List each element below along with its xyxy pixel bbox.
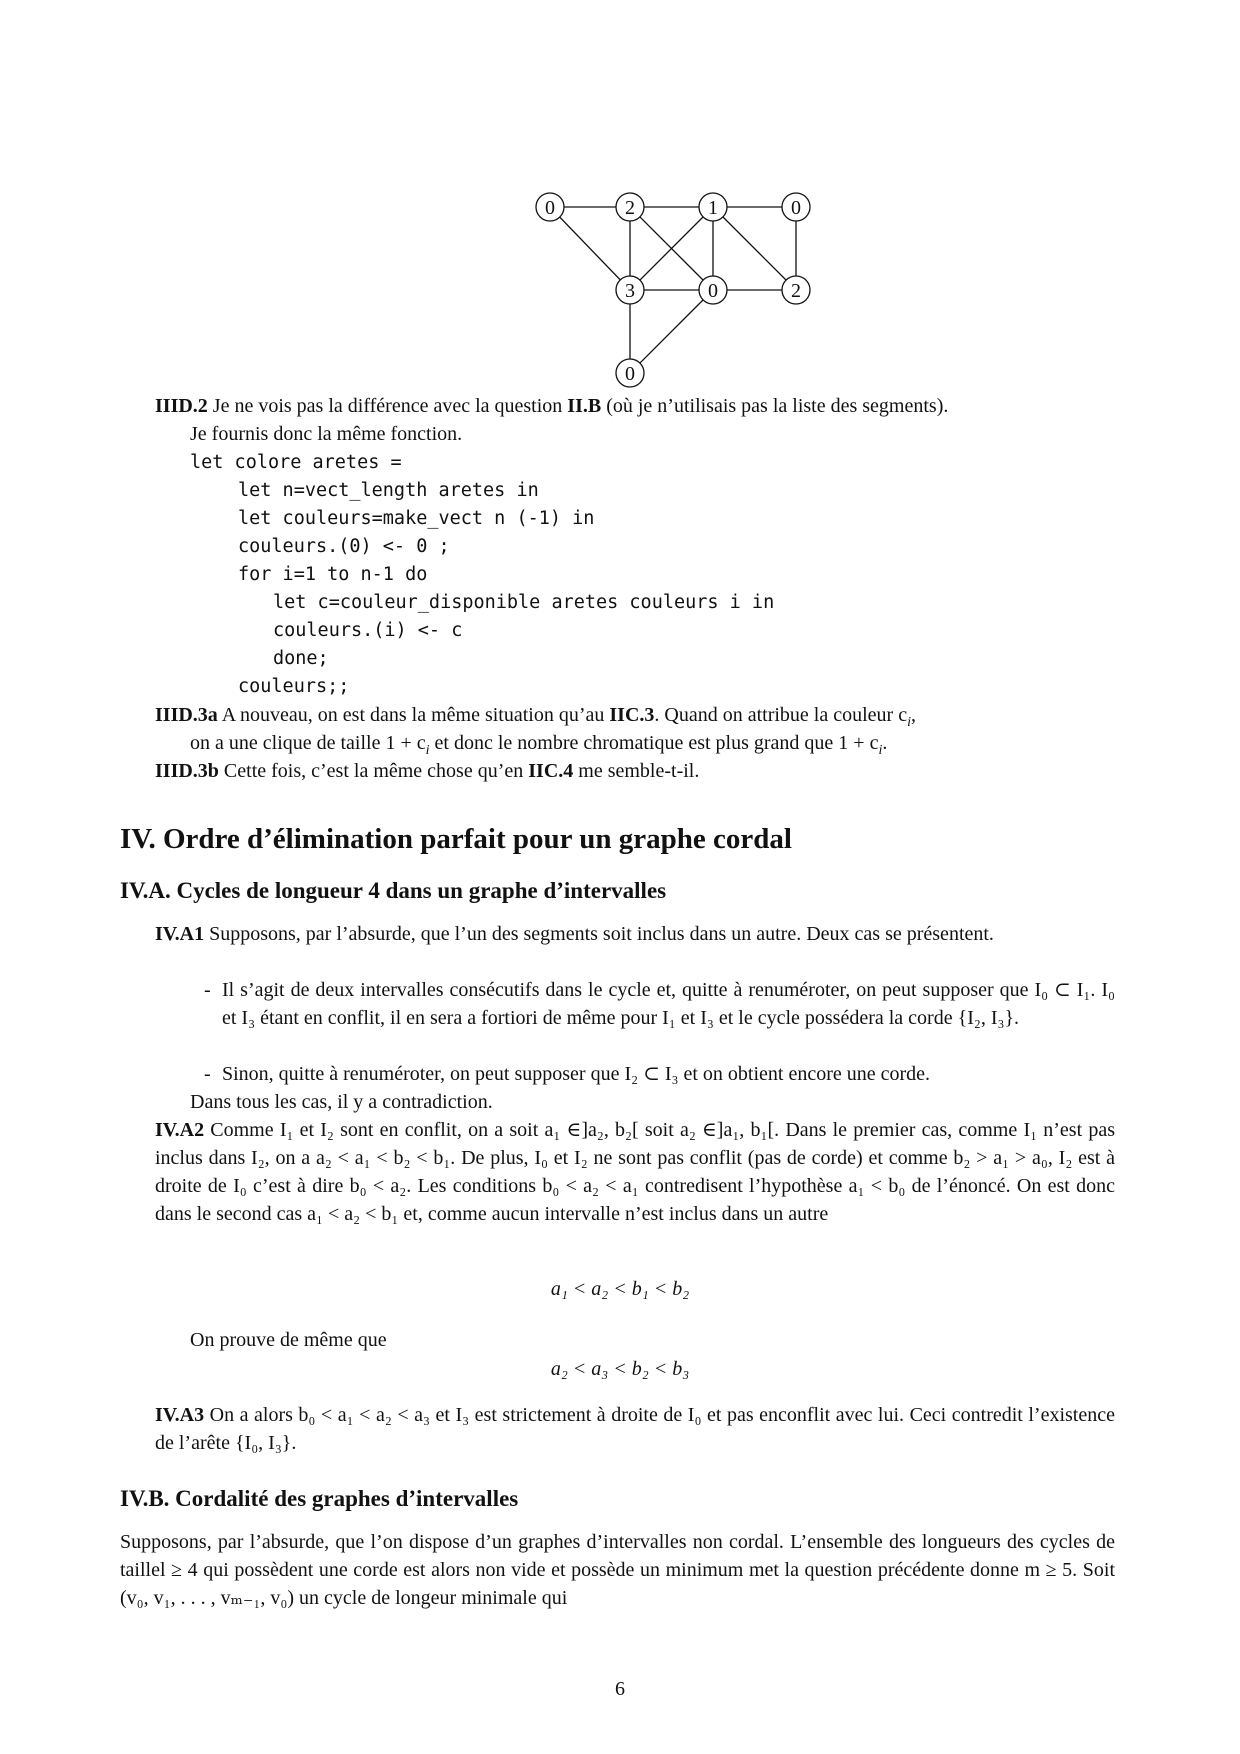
equation-1: a₁ < a₂ < b₁ < b₂: [550, 1278, 690, 1300]
iva1-item1-text: Il s’agit de deux intervalles consécutifs dans le cycle et, quitte à renuméroter, on peut supposer que I₀ ⊂ I₁. I₀ et I₃ étant en conflit, il en sera a fortiori de même pour I₁ et I₃ et le cycle possédera la corde {I₂, I₃}.: [222, 979, 1115, 1029]
node-label: 0: [545, 197, 555, 219]
code-line: let couleurs=make_vect n (-1) in: [238, 508, 595, 529]
iva3-label: IV.A3: [155, 1404, 205, 1426]
iiid3b-text1: Cette fois, c’est la même chose qu’en: [218, 760, 529, 782]
iiid2-label: IIID.2: [155, 395, 208, 417]
iiid2-line1: [155, 392, 1125, 420]
subscript: i: [425, 743, 430, 758]
iiid3a-line2a: on a une clique de taille 1 + c: [190, 732, 426, 754]
code-line: couleurs.(0) <- 0 ;: [238, 536, 450, 557]
iva1-item2: [204, 1060, 1115, 1088]
iiid3a-line1: [155, 701, 1125, 729]
code-line: let colore aretes =: [190, 452, 402, 473]
iva3-text: On a alors b₀ < a₁ < a₂ < a₃ et I₃ est strictement à droite de I₀ et pas enconflit avec lui. Ceci contredit l’existence de l’arête {I₀, I₃}.: [155, 1404, 1115, 1454]
iva1-label: IV.A1: [155, 923, 205, 945]
iva1-end: Dans tous les cas, il y a contradiction.: [190, 1091, 493, 1113]
section-title: IV. Ordre d’élimination parfait pour un graphe cordal: [120, 823, 792, 855]
edge: [550, 207, 630, 290]
iiid3b-label: IIID.3b: [155, 760, 219, 782]
equation-2: a₂ < a₃ < b₂ < b₃: [550, 1358, 690, 1380]
edge: [630, 290, 713, 373]
bullet-dash: -: [204, 979, 211, 1001]
iiid2-line2: Je fournis donc la même fonction.: [190, 423, 463, 445]
iva1-text: Supposons, par l’absurde, que l’un des segments soit inclus dans un autre. Deux cas se présentent.: [204, 923, 994, 945]
iva1-item1: [204, 976, 1115, 1032]
iva2-mid: On prouve de même que: [190, 1329, 387, 1351]
code-line: couleurs.(i) <- c: [273, 620, 463, 641]
node-label: 0: [625, 363, 635, 385]
node-label: 0: [791, 197, 801, 219]
iiid3b-line: [155, 757, 1125, 785]
subsection-a-title: IV.A. Cycles de longueur 4 dans un graphe d’intervalles: [120, 878, 667, 903]
node-label: 1: [708, 197, 718, 219]
iiid3a-label: IIID.3a: [155, 704, 218, 726]
node-label: 0: [708, 280, 718, 302]
node-label: 2: [791, 280, 801, 302]
page-number: 6: [615, 1678, 625, 1700]
iiid3a-line2b: et donc le nombre chromatique est plus grand que 1 + c: [429, 732, 879, 754]
node-label: 3: [625, 280, 635, 302]
iiid3b-ref: IIC.4: [528, 760, 574, 782]
code-line: couleurs;;: [238, 676, 350, 697]
bullet-dash: -: [204, 1063, 211, 1085]
iiid3a-text2: . Quand on attribue la couleur c: [654, 704, 908, 726]
iiid3a-line2c: .: [882, 732, 888, 754]
iva2-paragraph: [155, 1116, 1115, 1228]
iiid3a-line2: [190, 729, 1160, 757]
iva1-item2-text: Sinon, quitte à renuméroter, on peut supposer que I₂ ⊂ I₃ et on obtient encore une corde.: [222, 1063, 931, 1085]
edge: [713, 207, 796, 290]
iiid2-text1: Je ne vois pas la différence avec la question: [207, 395, 568, 417]
iva1-paragraph: [155, 920, 1115, 948]
subsection-b-title: IV.B. Cordalité des graphes d’intervalles: [120, 1486, 519, 1511]
iiid3b-text2: me semble-t-il.: [573, 760, 700, 782]
code-line: let c=couleur_disponible aretes couleurs i in: [273, 592, 775, 613]
code-line: for i=1 to n-1 do: [238, 564, 428, 585]
graph-figure: [520, 180, 850, 400]
code-line: let n=vect_length aretes in: [238, 480, 539, 501]
node-label: 2: [625, 197, 635, 219]
code-line: done;: [273, 648, 329, 669]
graph-svg: [520, 180, 850, 400]
subscript: i: [907, 715, 911, 730]
subscript: i: [878, 743, 883, 758]
iiid3a-text1: A nouveau, on est dans la même situation qu’au: [217, 704, 610, 726]
iiid2-text2: (où je n’utilisais pas la liste des segments).: [601, 395, 949, 417]
iva3-paragraph: [155, 1401, 1115, 1457]
iiid3a-text3: ,: [910, 704, 916, 726]
iiid3a-ref: IIC.3: [609, 704, 655, 726]
iiid2-ref: II.B: [567, 395, 602, 417]
iva2-text: Comme I₁ et I₂ sont en conflit, on a soit a₁ ∈]a₂, b₂[ soit a₂ ∈]a₁, b₁[. Dans le premier cas, comme I₁ n’est pas inclus dans I₂, on a a₂ < a₁ < b₂ < b₁. De plus, I₀ et I₂ ne sont pas conflit (pas de corde) et comme b₂ > a₁ > a₀, I₂ est à droite de I₀ c’est à dire b₀ < a₂. Les conditions b₀ < a₂ < a₁ contredisent l’hypothèse a₁ < b₀ de l’énoncé. On est donc dans le second cas a₁ < a₂ < b₁ et, comme aucun intervalle n’est inclus dans un autre: [155, 1119, 1115, 1225]
ivb-paragraph: Supposons, par l’absurde, que l’on dispose d’un graphes d’intervalles non cordal. L’ensemble des longueurs des cycles de taillel ≥ 4 qui possèdent une corde est alors non vide et possède un minimum met la question précédente donne m ≥ 5. Soit (v₀, v₁, . . . , vₘ₋₁, v₀) un cycle de longeur minimale qui: [120, 1531, 1115, 1609]
iva2-label: IV.A2: [155, 1119, 205, 1141]
